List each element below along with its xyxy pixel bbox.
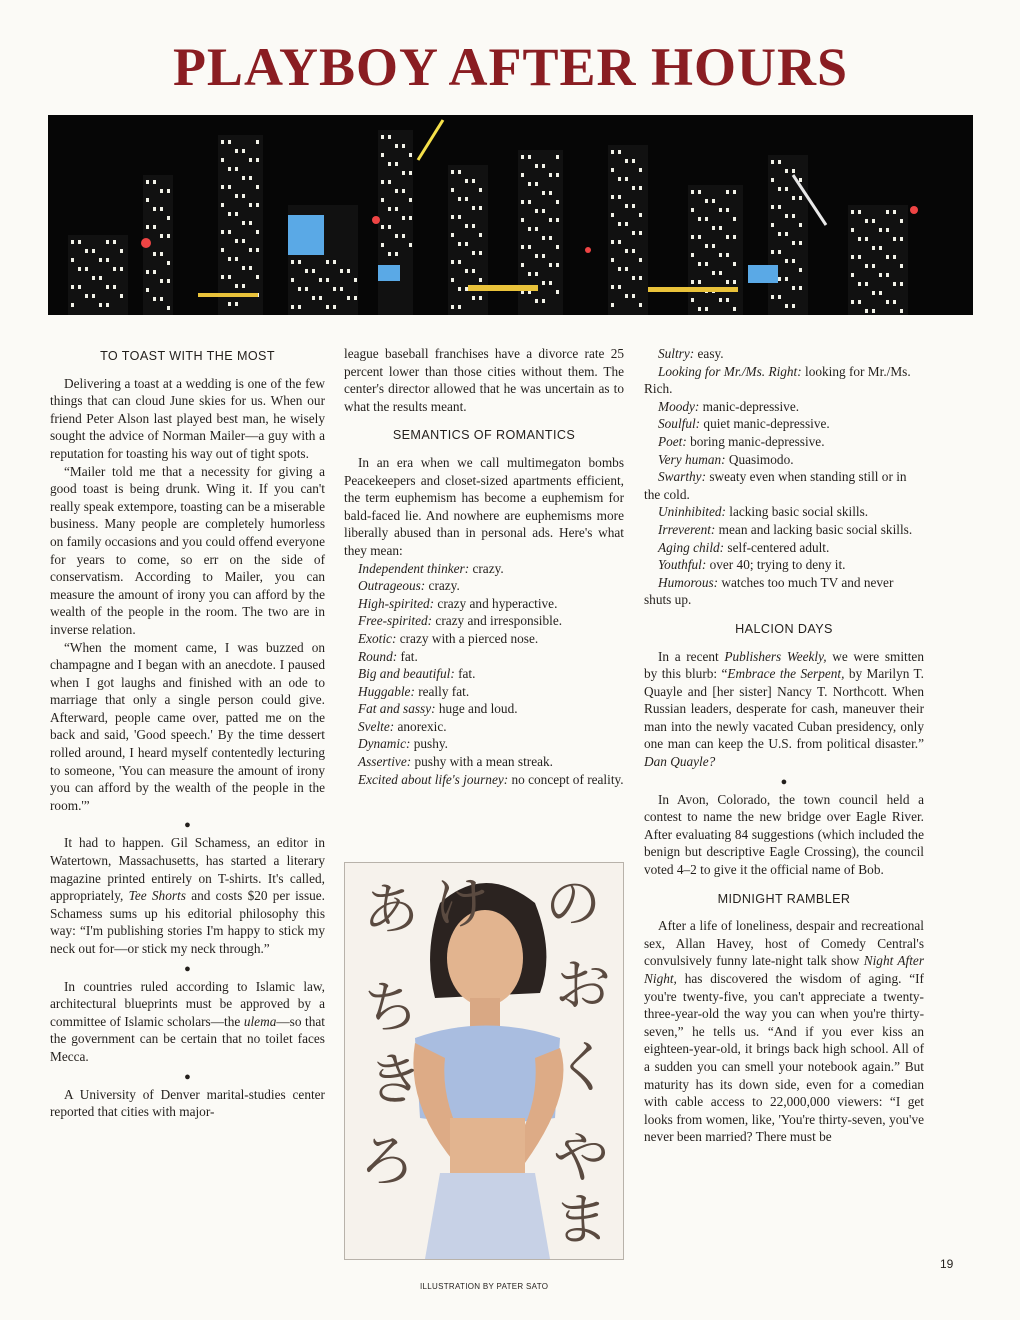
paragraph: In an era when we call multimegaton bombs Peacekeepers and closet-sized apartments efficient, the term euphemism has become a euphemism for bald-faced lie. And nowhere are euphemisms more liberally abused than in personal ads. Here's what they mean:	[344, 454, 624, 558]
definition-meaning: fat.	[454, 666, 476, 682]
city-skyline-illustration	[48, 115, 973, 315]
calligraphy-glyph: の	[545, 872, 601, 937]
definition-term: Dynamic:	[358, 736, 411, 752]
definition-meaning: boring manic-depressive.	[686, 433, 825, 449]
separator-bullet: ●	[184, 1070, 191, 1083]
definition-item	[644, 345, 924, 363]
definition-term: Free-spirited:	[358, 613, 433, 629]
calligraphy-glyph: ろ	[359, 1130, 415, 1195]
column-right	[644, 345, 924, 1146]
definition-item	[644, 468, 924, 503]
definition-item	[344, 612, 624, 630]
definition-meaning: self-centered adult.	[724, 539, 830, 555]
definition-meaning: pushy.	[410, 736, 448, 752]
definition-term: Independent thinker:	[358, 560, 470, 576]
calligraphy-glyph: あ	[363, 878, 419, 943]
definition-meaning: crazy.	[425, 578, 460, 594]
definition-meaning: crazy and hyperactive.	[434, 595, 558, 611]
calligraphy-glyph: く	[555, 1036, 611, 1101]
calligraphy-glyph: き	[367, 1048, 423, 1113]
definition-term: Moody:	[658, 398, 700, 414]
separator-bullet: ●	[184, 962, 191, 975]
definition-item	[344, 771, 624, 789]
calligraphy-glyph: ち	[363, 976, 419, 1041]
definition-meaning: crazy.	[469, 560, 504, 576]
definition-meaning: manic-depressive.	[699, 398, 800, 414]
definition-term: Huggable:	[358, 683, 415, 699]
section-heading: HALCION DAYS	[735, 621, 833, 636]
definition-item	[344, 577, 624, 595]
definition-meaning: crazy and irresponsible.	[432, 613, 563, 629]
calligraphy-glyph: け	[433, 872, 489, 937]
separator-bullet: ●	[184, 819, 191, 832]
definition-item	[644, 574, 924, 609]
calligraphy-glyph: ま	[553, 1188, 609, 1253]
definition-meaning: sweaty even when standing still or in the cold.	[644, 469, 907, 502]
definition-meaning: anorexic.	[394, 718, 447, 734]
definition-term: Looking for Mr./Ms. Right:	[658, 363, 802, 379]
definition-term: Very human:	[658, 451, 726, 467]
definition-term: Uninhibited:	[658, 504, 726, 520]
definition-meaning: fat.	[397, 648, 418, 664]
definition-meaning: huge and loud.	[435, 701, 518, 717]
definition-meaning: quiet manic-depressive.	[700, 416, 830, 432]
paragraph: In Avon, Colorado, the town council held a contest to name the new bridge over Eagle River. After evaluating 84 suggestions (which included the benign but descriptive Eagle Crossing), the council voted 4–2 to give it the official name of Bob.	[644, 791, 924, 878]
definition-item	[644, 433, 924, 451]
section-heading: SEMANTICS OF ROMANTICS	[392, 428, 576, 443]
definition-term: Round:	[358, 648, 398, 664]
definition-meaning: crazy with a pierced nose.	[396, 630, 539, 646]
definition-item	[344, 753, 624, 771]
definition-term: Big and beautiful:	[358, 666, 455, 682]
page-number: 19	[940, 1257, 954, 1271]
paragraph: It had to happen. Gil Schamess, an editor in Watertown, Massachusetts, has started a literary magazine printed entirely on T-shirts. It's called, appropriately, Tee Shorts and costs $20 per issue. Schamess sums up his editorial philosophy this way: “I'm publishing stories I'm happy to stick my neck out for—or stick my neck through.”	[50, 835, 325, 956]
definition-meaning: mean and lacking basic social skills.	[715, 521, 913, 537]
separator-bullet: ●	[780, 775, 788, 788]
definition-item	[344, 595, 624, 613]
definition-item	[344, 648, 624, 666]
definition-term: Svelte:	[358, 718, 395, 734]
definition-meaning: looking for Mr./Ms. Rich.	[644, 363, 911, 397]
definition-term: Assertive:	[358, 754, 412, 770]
definition-item	[644, 521, 924, 539]
paragraph: After a life of loneliness, despair and recreational sex, Allan Havey, host of Comedy Central's convulsively funny late-night talk show Night After Night, has discovered the wisdom of aging. “If you're twenty-five, you can't appreciate a twenty-three-year-old the way you can when you're thirty-seven,” he tells us. “And if you ever kiss an eighteen-year-old, it brings back high school. All of a sudden you can smell your notebook again.” But maturity has its down side, even for a comedian with cable access to 22,000,000 viewers: “I get looks from women, like, 'You're thirty-seven, you've never been married? There must be	[644, 918, 924, 1145]
definition-meaning: over 40; trying to deny it.	[706, 557, 846, 573]
definition-item	[344, 683, 624, 701]
paragraph: In a recent Publishers Weekly, we were smitten by this blurb: “Embrace the Serpent, by Marilyn T. Quayle and [her sister] Nancy T. Northcott. When Russian leaders, desperate for cash, maneuver their man into the newly vacated Cuban presidency, only one man can keep the U.S. from political disaster.” Dan Quayle?	[644, 648, 925, 770]
paragraph: “When the moment came, I was buzzed on champagne and I began with an anecdote. I paused when I got laughs and finished with an ode to marriage that only a single person could give. Afterward, people came over, patted me on the back and said, 'Good speech.' By the time dessert rolled around, I heard myself contentedly lecturing to someone, 'You can measure the amount of irony you can afford by the wealth of the people in the room.'”	[50, 639, 325, 813]
definition-term: Humorous:	[658, 574, 719, 590]
column-middle	[344, 345, 624, 788]
definition-term: Youthful:	[658, 557, 707, 573]
definition-list	[344, 560, 624, 789]
paragraph: Delivering a toast at a wedding is one of the few things that can cloud June skies for us. When our friend Peter Alson last played best man, he wisely sought the advice of Norman Mailer—a guy with a reputation for toasting his way out of tight spots.	[50, 375, 325, 461]
definition-term: Fat and sassy:	[358, 701, 436, 717]
definition-meaning: watches too much TV and never shuts up.	[644, 574, 894, 608]
definition-item	[344, 665, 624, 683]
definition-term: Excited about life's journey:	[358, 771, 509, 787]
calligraphy-glyph: お	[555, 954, 611, 1019]
paragraph: A University of Denver marital-studies center reported that cities with major-	[50, 1086, 325, 1120]
definition-item	[644, 503, 924, 521]
paragraph: “Mailer told me that a necessity for giving a good toast is being drunk. Wing it. If you can't really speak extempore, toasting can be a miserable business. Many people are completely humorless on family occasions and you could offend everyone for years to come, so err on the side of conservatism. According to Mailer, you can measure the amount of irony you can afford by the wealth of the people in the room. The two are in inverse relation.	[50, 463, 325, 637]
section-heading: TO TOAST WITH THE MOST	[100, 349, 275, 363]
definition-item	[644, 556, 924, 574]
illustration-credit: ILLUSTRATION BY PATER SATO	[420, 1282, 549, 1291]
definition-term: Outrageous:	[358, 578, 426, 594]
definition-meaning: easy.	[694, 346, 724, 361]
definition-item	[644, 415, 924, 433]
definition-meaning: pushy with a mean streak.	[411, 754, 553, 770]
definition-item	[644, 451, 924, 469]
definition-item	[344, 700, 624, 718]
definition-term: Soulful:	[658, 416, 701, 432]
column-left	[50, 345, 325, 1121]
definition-item	[644, 363, 924, 398]
page-title: PLAYBOY AFTER HOURS	[172, 37, 849, 97]
paragraph: league baseball franchises have a divorce rate 25 percent lower than those cities without them. The center's director allowed that he was uncertain as to what the results meant.	[344, 346, 624, 414]
definition-term: Sultry:	[658, 346, 695, 361]
definition-item	[644, 539, 924, 557]
definition-item	[344, 630, 624, 648]
definition-meaning: no concept of reality.	[508, 771, 624, 787]
definition-item	[344, 718, 624, 736]
paragraph: In countries ruled according to Islamic law, architectural blueprints must be approved by a committee of Islamic scholars—the ulema—so that the government can be certain that no toilet faces Mecca.	[50, 978, 325, 1064]
section-heading: MIDNIGHT RAMBLER	[717, 891, 851, 906]
definition-term: Swarthy:	[658, 469, 707, 485]
woman-illustration	[344, 862, 624, 1260]
definition-term: Exotic:	[358, 630, 397, 646]
definition-item	[344, 735, 624, 753]
definition-meaning: lacking basic social skills.	[725, 504, 869, 520]
definition-list	[644, 345, 924, 609]
definition-meaning: really fat.	[414, 683, 470, 699]
calligraphy-glyph: や	[553, 1126, 609, 1191]
definition-term: High-spirited:	[358, 595, 435, 611]
definition-term: Poet:	[658, 433, 687, 449]
definition-term: Aging child:	[658, 539, 725, 555]
definition-meaning: Quasimodo.	[725, 451, 794, 467]
definition-term: Irreverent:	[658, 521, 716, 537]
definition-item	[344, 560, 624, 578]
definition-item	[644, 398, 924, 416]
